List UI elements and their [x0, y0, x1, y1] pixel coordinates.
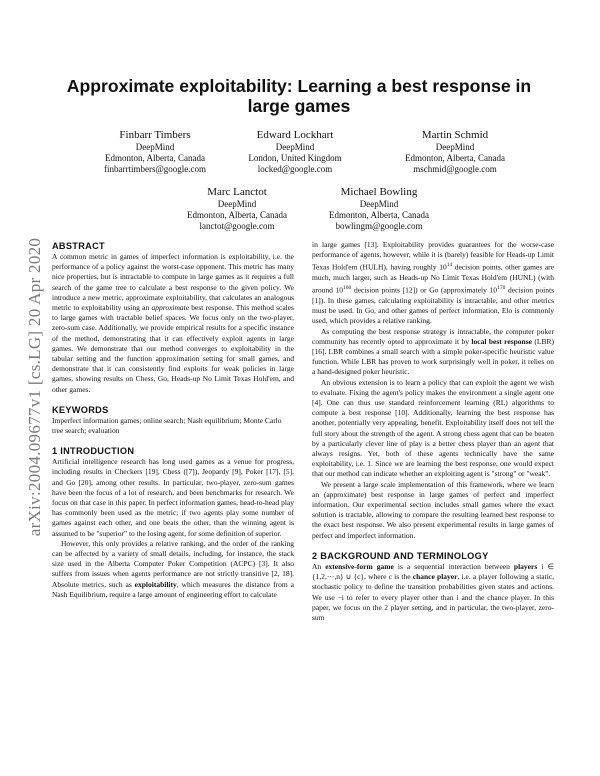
author-org: DeepMind	[359, 199, 399, 209]
author-org: DeepMind	[217, 199, 257, 209]
author-location: Edmonton, Alberta, Canada	[187, 209, 287, 220]
author-email: bowlingm@google.com	[335, 220, 423, 231]
author-org: DeepMind	[135, 142, 175, 152]
keywords-text: Imperfect information games; online search; Nash equilibrium; Monte Carlo tree search; evaluation	[52, 415, 282, 436]
author-block	[220, 128, 370, 174]
author-block	[304, 185, 454, 231]
author-name: Finbarr Timbers	[119, 129, 191, 141]
author-name: Edward Lockhart	[256, 129, 334, 141]
background-heading: 2 BACKGROUND AND TERMINOLOGY	[312, 550, 489, 561]
abstract-text: A common metric in games of imperfect information is exploitability, i.e. the performance of a policy against the worst-case opponent. This metric has many nice properties, but is intractable to compute in large games as it requires a full search of the game tree to calculate a best response to the given policy. We introduce a new metric, approximate exploitability, that calculates an analogous metric to exploitability using an approximate best response. This method scales to large games with tractable belief spaces. We focus only on the two-player, zero-sum case. Additionally, we provide empirical results for a specific instance of the method, demonstrating that it can effectively exploit agents in large games. We demonstrate that our method converges to exploitability in the tabular setting and the function approximation setting for small games, and demonstrate that it can consistently find exploits for weak policies in large games, showing results on Chess, Go, Heads-up No Limit Texas Hold'em, and other games.	[52, 252, 294, 394]
author-email: lanctot@google.com	[199, 220, 275, 231]
keywords-heading: KEYWORDS	[52, 404, 109, 415]
arxiv-identifier	[20, 222, 50, 552]
author-block	[162, 185, 312, 231]
background-paragraph: An extensive-form game is a sequential interaction between players i ∈ {1,2,···,n} ∪ {c}, where c is the chance player, i.e. a player following a static, stochastic policy to define the transition probabilities given states and actions. We use −i to refer to every player other than i and the chance player. In this paper, we focus on the 2 player setting, and in particular, the two-player, zero-sum	[312, 561, 554, 622]
body-paragraph: As computing the best response strategy is intractable, the computer poker community has recently opted to approximate it by local best response (LBR) [16]. LBR combines a small search with a simple poker-specific heuristic value function. While LBR has proven to work surprisingly well in poker, it relies on a hand-designed poker heuristic.	[312, 326, 554, 377]
paper-title: Approximate exploitability: Learning a best response in large games	[66, 76, 532, 116]
author-org: DeepMind	[435, 142, 475, 152]
author-block	[380, 128, 530, 174]
author-name: Martin Schmid	[421, 129, 489, 141]
author-location: Edmonton, Alberta, Canada	[105, 152, 205, 163]
author-org: DeepMind	[275, 142, 315, 152]
left-column	[52, 240, 294, 600]
right-column	[312, 240, 554, 623]
arxiv-identifier-text: arXiv:2004.09677v1 [cs.LG] 20 Apr 2020	[25, 237, 44, 537]
body-paragraph: An obvious extension is to learn a policy that can exploit the agent we wish to evaluate. Fixing the agent's policy makes the environment a single agent one [4]. One can thus use standard reinforcement learning (RL) algorithms to compute a best response [10]. Additionally, learning the best response has another, potentially very appealing, benefit. Exploitability itself does not tell the full story about the strength of the agent. A strong chess agent that can be beaten by a particularly clever line of play is a better chess player than an agent that always resigns. Yet, both of these agents technically have the same exploitability, i.e. 1. Since we are learning the best response, one would expect that our method can indicate whether an exploiting agent is "strong" or "weak".	[312, 377, 554, 479]
intro-paragraph: However, this only provides a relative ranking, and the order of the ranking can be affected by a variety of small details, including, for instance, the stack size used in the Alberta Computer Poker Competition (ACPC) [3]. It also suffers from issues when agents performance are not strictly transitive [2, 18]. Absolute metrics, such as exploitability, which measures the distance from a Nash Equilibrium, require a large amount of engineering effort to calculate	[52, 538, 294, 599]
author-location: London, United Kingdom	[248, 152, 342, 163]
author-email: locked@google.com	[257, 163, 333, 174]
author-block	[80, 128, 230, 174]
author-email: finbarrtimbers@google.com	[103, 163, 206, 174]
author-name: Marc Lanctot	[207, 186, 267, 198]
abstract-heading: ABSTRACT	[52, 241, 105, 251]
author-location: Edmonton, Alberta, Canada	[405, 152, 505, 163]
author-email: mschmid@google.com	[413, 163, 497, 174]
introduction-heading: 1 INTRODUCTION	[52, 446, 135, 457]
body-paragraph: We present a large scale implementation of this framework, where we learn an (approximate) best response in large games of perfect and imperfect information. Our experimental section includes small games where the exact solution is tractable, allowing to compare the resulting learned best response to the exact best response. We also present experimental results in large games of perfect and imperfect information.	[312, 479, 554, 540]
intro-paragraph: Artificial intelligence research has long used games as a venue for progress, including results in Checkers [19], Chess ([7]), Jeopardy [9], Poker [17], [5], and Go [20], among other results. In particular, two-player, zero-sum games have been the focus of a lot of research, and been benchmarks for research. We focus on that case in this paper. In perfect information games, head-to-head play has commonly been used as the metric; if two agents play some number of games against each other, and one beats the other, than the winning agent is assumed to be "superior" to the losing agent, for some definition of superior.	[52, 457, 294, 538]
author-name: Michael Bowling	[340, 186, 418, 198]
author-location: Edmonton, Alberta, Canada	[329, 209, 429, 220]
body-paragraph: in large games [13]. Exploitability provides guarantees for the worse-case performance of agents, however, while it is (barely) feasible for Heads-up Limit Texas Hold'em (HULH), having roughly $10^{14}$ decision points, other games are much, much larger, such as Heads-up No Limit Texas Hold'em (HUNL) (with around $10^{160}$ decision points [12]) or Go (approximately $10^{170}$ decision points [1]). In these games, calculating exploitability is intractable, and other metrics must be used. In Go, and other games of perfect information, Elo is commonly used, which provides a relative ranking.	[312, 240, 554, 326]
